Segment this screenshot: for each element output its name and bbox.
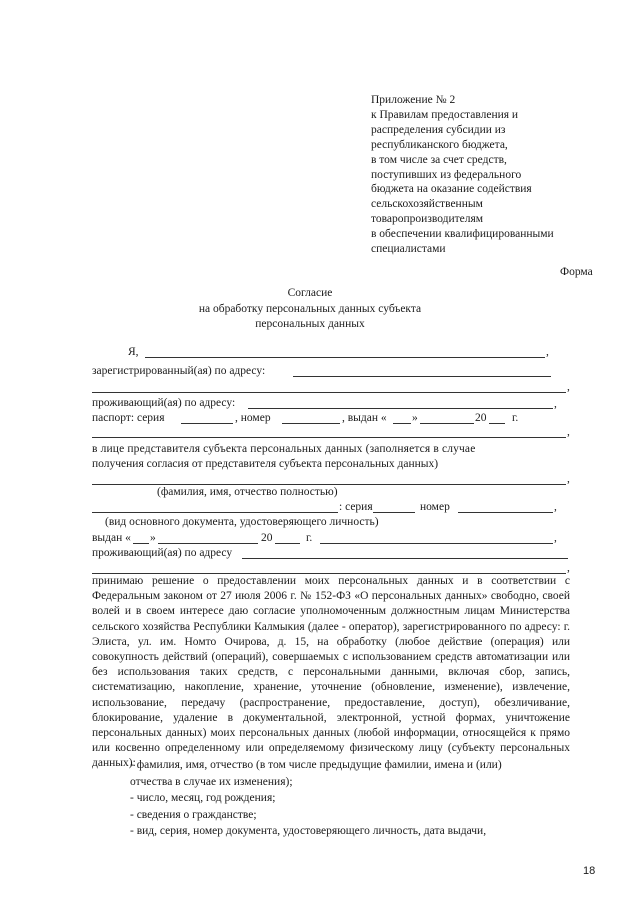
page-number: 18 <box>583 865 596 877</box>
issued-year-field[interactable] <box>275 543 300 544</box>
appendix-line: распределения субсидии из <box>371 123 506 136</box>
representative-document-field[interactable] <box>92 512 338 513</box>
list-item: - число, месяц, год рождения; <box>130 792 276 805</box>
form-label: Форма <box>560 266 593 278</box>
list-item: отчества в случае их изменения); <box>130 775 293 788</box>
title-line: персональных данных <box>255 318 365 330</box>
representative-note-2: получения согласия от представителя субъекта персональных данных) <box>92 458 439 470</box>
fio-hint: (фамилия, имя, отчество полностью) <box>157 486 338 498</box>
passport-authority-field[interactable] <box>92 437 566 438</box>
comma: , <box>546 346 549 358</box>
passport-year-label: 20 <box>475 412 487 424</box>
document-hint: (вид основного документа, удостоверяющего личность) <box>105 516 379 528</box>
comma: , <box>567 381 570 393</box>
personal-data-list <box>130 757 570 840</box>
appendix-line: сельскохозяйственным <box>371 198 483 211</box>
comma: , <box>567 473 570 485</box>
appendix-line: в обеспечении квалифицированными <box>371 228 554 241</box>
list-item: - сведения о гражданстве; <box>130 808 257 821</box>
passport-series-label: паспорт: серия <box>92 412 165 424</box>
consent-paragraph: принимаю решение о предоставлении моих персональных данных и в соответствии с Федеральным законом от 27 июля 2006 г. № 152-ФЗ «О персональных данных» свободно, своей волей и в своем интересе даю согласие уполномоченным должностным лицам Министерства сельского хозяйства Республики Калмыкия (далее - оператор), зарегистрированного по адресу: г. Элиста, ул. им. Номто Очирова, д. 15, на обработку (любое действие (операция) или совокупность действий (операций), совершаемых с использованием средств автоматизации или без использования таких средств, с персональными данными, включая сбор, запись, систематизацию, накопление, хранение, уточнение (обновление, изменение), извлечение, использование, передачу (распространение, предоставление, доступ), обезличивание, блокирование, удаление в документальной, электронной, устной формах, уничтожение персональных данных) моих персональных данных (любой информации, относящейся к прямо или косвенно определенному или определяемому физическому лицу (субъекту персональных данных): <box>92 575 570 770</box>
series-label: : серия <box>339 501 373 513</box>
title-line: Согласие <box>287 287 333 299</box>
issued-by-field[interactable] <box>320 543 553 544</box>
appendix-line: в том числе за счет средств, <box>371 153 507 166</box>
representative-series-field[interactable] <box>373 512 415 513</box>
passport-g-label: г. <box>512 412 519 424</box>
passport-number-label: , номер <box>235 412 271 424</box>
passport-number-field[interactable] <box>282 423 340 424</box>
representative-note-1: в лице представителя субъекта персональных данных (заполняется в случае <box>92 443 476 455</box>
appendix-line: Приложение № 2 <box>371 94 456 106</box>
appendix-line: специалистами <box>371 243 446 256</box>
number-label: номер <box>420 501 450 513</box>
quote-mark: » <box>150 532 156 544</box>
passport-series-field[interactable] <box>181 423 233 424</box>
passport-month-field[interactable] <box>420 423 474 424</box>
representative-address-field[interactable] <box>242 558 568 559</box>
title-line: на обработку персональных данных субъекта <box>198 302 422 315</box>
appendix-line: к Правилам предоставления и <box>371 108 519 121</box>
passport-day-field[interactable] <box>393 423 411 424</box>
i-label: Я, <box>128 346 139 358</box>
issued-day-field[interactable] <box>133 543 149 544</box>
list-item: - фамилия, имя, отчество (в том числе предыдущие фамилии, имена и (или) <box>130 759 502 771</box>
consent-text <box>92 574 570 772</box>
issued-g-label: г. <box>306 532 313 544</box>
registered-label: зарегистрированный(ая) по адресу: <box>92 365 266 377</box>
comma: , <box>554 398 557 410</box>
quote-mark: » <box>412 412 418 424</box>
issued-year-label: 20 <box>261 532 273 544</box>
appendix-line: поступивших из федерального <box>371 168 522 181</box>
passport-issued-label: , выдан « <box>342 412 387 424</box>
appendix-line: товаропроизводителям <box>371 213 484 226</box>
document-title <box>150 286 470 333</box>
residing2-label: проживающий(ая) по адресу <box>92 547 233 559</box>
residing-address-field[interactable] <box>248 408 553 409</box>
appendix-line: бюджета на оказание содействия <box>371 183 532 196</box>
full-name-field[interactable] <box>145 357 545 358</box>
appendix-block <box>371 93 621 257</box>
comma: , <box>554 501 557 513</box>
passport-year-field[interactable] <box>489 423 505 424</box>
issued-label: выдан « <box>92 532 131 544</box>
registered-address-field-2[interactable] <box>92 392 566 393</box>
registered-address-field[interactable] <box>293 376 551 377</box>
comma: , <box>567 426 570 438</box>
comma: , <box>554 532 557 544</box>
issued-month-field[interactable] <box>158 543 258 544</box>
list-item: - вид, серия, номер документа, удостоверяющего личность, дата выдачи, <box>130 825 487 838</box>
appendix-line: республиканского бюджета, <box>371 138 508 151</box>
representative-number-field[interactable] <box>458 512 553 513</box>
residing-label: проживающий(ая) по адресу: <box>92 397 236 409</box>
comma: , <box>567 562 570 574</box>
